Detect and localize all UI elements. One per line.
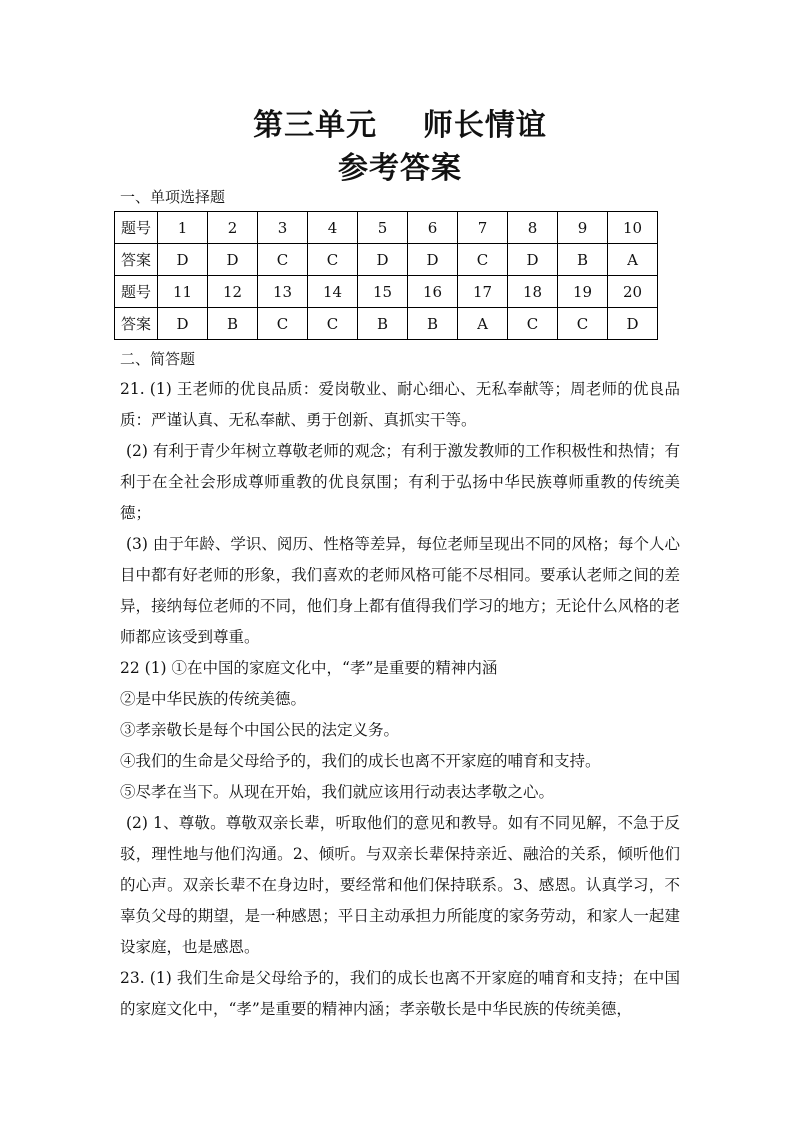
paragraph-23-1: 23. (1) 我们生命是父母给予的，我们的成长也离不开家庭的哺育和支持；在中国的家庭文化中，“孝”是重要的精神内涵；孝亲敬长是中华民族的传统美德， <box>120 969 680 1018</box>
table-cell: 9 <box>558 212 608 244</box>
table-row <box>115 308 658 340</box>
table-cell: D <box>608 308 658 340</box>
row-label: 题号 <box>115 212 158 244</box>
paragraph-22-point-4: ④我们的生命是父母给予的，我们的成长也离不开家庭的哺育和支持。 <box>120 752 601 770</box>
table-cell: 11 <box>158 276 208 308</box>
paragraph-21-3: (3) 由于年龄、学识、阅历、性格等差异，每位老师呈现出不同的风格；每个人心目中都有好老师的形象，我们喜欢的老师风格可能不尽相同。要承认老师之间的差异，接纳每位老师的不同，他们身上都有值得我们学习的地方；无论什么风格的老师都应该受到尊重。 <box>120 535 680 646</box>
table-cell: C <box>558 308 608 340</box>
paragraph-21-1: 21. (1) 王老师的优良品质：爱岗敬业、耐心细心、无私奉献等；周老师的优良品质：严谨认真、无私奉献、勇于创新、真抓实干等。 <box>120 380 680 429</box>
table-cell: C <box>258 244 308 276</box>
table-cell: 15 <box>358 276 408 308</box>
paragraph-21-2: (2) 有利于青少年树立尊敬老师的观念；有利于激发教师的工作积极性和热情；有利于在全社会形成尊师重教的优良氛围；有利于弘扬中华民族尊师重教的传统美德； <box>120 442 680 522</box>
table-row <box>115 276 658 308</box>
table-cell: 3 <box>258 212 308 244</box>
paragraph-22-point-3: ③孝亲敬长是每个中国公民的法定义务。 <box>120 721 400 739</box>
answer-key-title: 参考答案 <box>338 151 462 186</box>
table-cell: C <box>308 244 358 276</box>
table-cell: B <box>358 308 408 340</box>
table-cell: 8 <box>508 212 558 244</box>
section-heading-short-answer: 二、简答题 <box>120 350 196 368</box>
row-label: 题号 <box>115 276 158 308</box>
table-row <box>115 244 658 276</box>
table-cell: 12 <box>208 276 258 308</box>
table-cell: B <box>558 244 608 276</box>
table-cell: D <box>408 244 458 276</box>
unit-title: 第三单元 师长情谊 <box>253 108 547 143</box>
table-cell: 16 <box>408 276 458 308</box>
table-cell: C <box>508 308 558 340</box>
table-cell: 10 <box>608 212 658 244</box>
table-cell: 14 <box>308 276 358 308</box>
table-cell: 1 <box>158 212 208 244</box>
table-cell: 13 <box>258 276 308 308</box>
paragraph-22-point-2: ②是中华民族的传统美德。 <box>120 690 307 708</box>
table-cell: C <box>458 244 508 276</box>
table-cell: D <box>158 308 208 340</box>
row-label: 答案 <box>115 244 158 276</box>
table-cell: B <box>208 308 258 340</box>
table-cell: D <box>508 244 558 276</box>
table-cell: 17 <box>458 276 508 308</box>
table-cell: 4 <box>308 212 358 244</box>
table-cell: 7 <box>458 212 508 244</box>
paragraph-22-1: 22 (1) ①在中国的家庭文化中，“孝”是重要的精神内涵 <box>120 659 498 677</box>
table-cell: A <box>458 308 508 340</box>
answer-body <box>120 374 680 1025</box>
row-label: 答案 <box>115 308 158 340</box>
table-cell: 6 <box>408 212 458 244</box>
table-cell: 5 <box>358 212 408 244</box>
table-cell: D <box>158 244 208 276</box>
table-row <box>115 212 658 244</box>
table-cell: D <box>358 244 408 276</box>
table-cell: B <box>408 308 458 340</box>
answer-table <box>114 211 658 340</box>
table-cell: 19 <box>558 276 608 308</box>
table-cell: 2 <box>208 212 258 244</box>
table-cell: D <box>208 244 258 276</box>
table-cell: C <box>258 308 308 340</box>
paragraph-22-2: (2) 1、尊敬。尊敬双亲长辈，听取他们的意见和教导。如有不同见解，不急于反驳，理性地与他们沟通。2、倾听。与双亲长辈保持亲近、融洽的关系，倾听他们的心声。双亲长辈不在身边时，要经常和他们保持联系。3、感恩。认真学习，不辜负父母的期望，是一种感恩；平日主动承担力所能度的家务劳动，和家人一起建设家庭，也是感恩。 <box>120 814 680 956</box>
paragraph-22-point-5: ⑤尽孝在当下。从现在开始，我们就应该用行动表达孝敬之心。 <box>120 783 555 801</box>
table-cell: C <box>308 308 358 340</box>
table-cell: 20 <box>608 276 658 308</box>
table-cell: 18 <box>508 276 558 308</box>
table-cell: A <box>608 244 658 276</box>
section-heading-choice: 一、单项选择题 <box>120 188 226 206</box>
